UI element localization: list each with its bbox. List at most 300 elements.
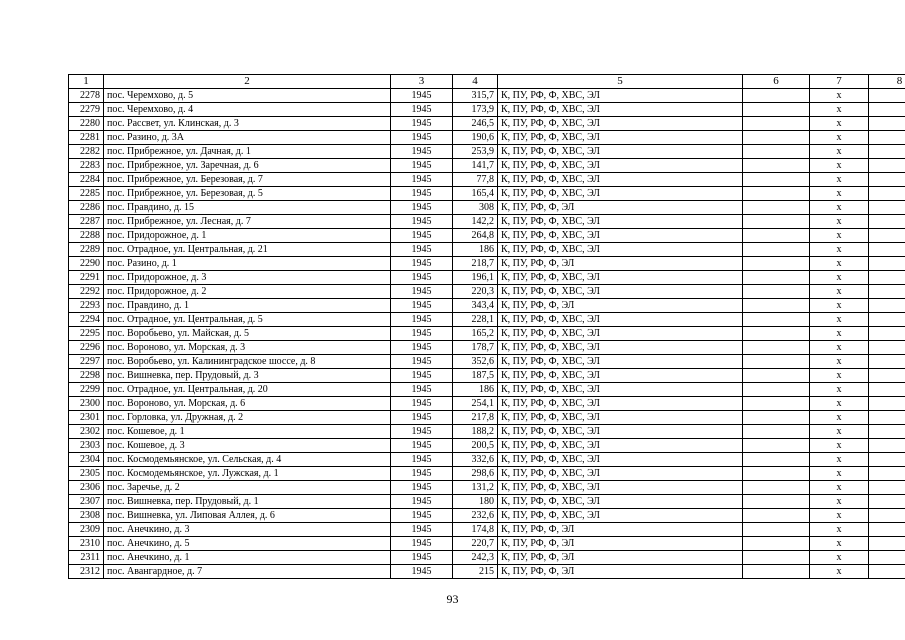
area-cell: 165,4 (453, 187, 498, 201)
row-number: 2281 (69, 131, 104, 145)
utilities-cell: К, ПУ, РФ, Ф, ХВС, ЭЛ (498, 397, 743, 411)
utilities-cell: К, ПУ, РФ, Ф, ХВС, ЭЛ (498, 453, 743, 467)
mark-cell: х (810, 117, 869, 131)
mark-cell: х (810, 201, 869, 215)
mark-cell: х (810, 173, 869, 187)
table-row (69, 215, 905, 229)
address-cell: пос. Отрадное, ул. Центральная, д. 20 (104, 383, 391, 397)
table-row (69, 299, 905, 313)
utilities-cell: К, ПУ, РФ, Ф, ХВС, ЭЛ (498, 187, 743, 201)
mark-cell: х (810, 159, 869, 173)
utilities-cell: К, ПУ, РФ, Ф, ХВС, ЭЛ (498, 327, 743, 341)
col6-cell (743, 159, 810, 173)
col6-cell (743, 425, 810, 439)
header-cell-4: 4 (453, 75, 498, 89)
utilities-cell: К, ПУ, РФ, Ф, ХВС, ЭЛ (498, 495, 743, 509)
table-row (69, 453, 905, 467)
row-number: 2309 (69, 523, 104, 537)
year-cell: 1945 (391, 355, 453, 369)
year-cell: 1945 (391, 453, 453, 467)
col8-cell (869, 425, 905, 439)
col6-cell (743, 467, 810, 481)
area-cell: 190,6 (453, 131, 498, 145)
year-cell: 1945 (391, 285, 453, 299)
area-cell: 308 (453, 201, 498, 215)
table-row (69, 131, 905, 145)
col8-cell (869, 397, 905, 411)
address-cell: пос. Прибрежное, ул. Лесная, д. 7 (104, 215, 391, 229)
area-cell: 187,5 (453, 369, 498, 383)
col8-cell (869, 103, 905, 117)
address-cell: пос. Правдино, д. 1 (104, 299, 391, 313)
table-row (69, 439, 905, 453)
mark-cell: х (810, 411, 869, 425)
address-cell: пос. Отрадное, ул. Центральная, д. 5 (104, 313, 391, 327)
col8-cell (869, 243, 905, 257)
col8-cell (869, 467, 905, 481)
col6-cell (743, 257, 810, 271)
col6-cell (743, 565, 810, 579)
address-cell: пос. Космодемьянское, ул. Лужская, д. 1 (104, 467, 391, 481)
table-row (69, 173, 905, 187)
address-cell: пос. Анечкино, д. 1 (104, 551, 391, 565)
col8-cell (869, 495, 905, 509)
col6-cell (743, 439, 810, 453)
year-cell: 1945 (391, 145, 453, 159)
area-cell: 142,2 (453, 215, 498, 229)
header-cell-6: 6 (743, 75, 810, 89)
table-row (69, 495, 905, 509)
row-number: 2293 (69, 299, 104, 313)
col8-cell (869, 145, 905, 159)
area-cell: 220,3 (453, 285, 498, 299)
area-cell: 228,1 (453, 313, 498, 327)
row-number: 2301 (69, 411, 104, 425)
area-cell: 196,1 (453, 271, 498, 285)
row-number: 2283 (69, 159, 104, 173)
mark-cell: х (810, 383, 869, 397)
col6-cell (743, 285, 810, 299)
mark-cell: х (810, 495, 869, 509)
area-cell: 315,7 (453, 89, 498, 103)
housing-register-sheet (68, 74, 903, 579)
mark-cell: х (810, 355, 869, 369)
address-cell: пос. Прибрежное, ул. Дачная, д. 1 (104, 145, 391, 159)
col8-cell (869, 271, 905, 285)
mark-cell: х (810, 299, 869, 313)
utilities-cell: К, ПУ, РФ, Ф, ХВС, ЭЛ (498, 285, 743, 299)
year-cell: 1945 (391, 537, 453, 551)
mark-cell: х (810, 523, 869, 537)
col8-cell (869, 383, 905, 397)
col6-cell (743, 383, 810, 397)
col8-cell (869, 299, 905, 313)
row-number: 2294 (69, 313, 104, 327)
area-cell: 298,6 (453, 467, 498, 481)
utilities-cell: К, ПУ, РФ, Ф, ХВС, ЭЛ (498, 481, 743, 495)
col6-cell (743, 453, 810, 467)
address-cell: пос. Кошевое, д. 3 (104, 439, 391, 453)
table-row (69, 481, 905, 495)
utilities-cell: К, ПУ, РФ, Ф, ХВС, ЭЛ (498, 383, 743, 397)
utilities-cell: К, ПУ, РФ, Ф, ХВС, ЭЛ (498, 243, 743, 257)
area-cell: 180 (453, 495, 498, 509)
utilities-cell: К, ПУ, РФ, Ф, ХВС, ЭЛ (498, 103, 743, 117)
col6-cell (743, 495, 810, 509)
area-cell: 352,6 (453, 355, 498, 369)
col8-cell (869, 159, 905, 173)
row-number: 2300 (69, 397, 104, 411)
mark-cell: х (810, 215, 869, 229)
col6-cell (743, 187, 810, 201)
col8-cell (869, 327, 905, 341)
row-number: 2288 (69, 229, 104, 243)
col6-cell (743, 313, 810, 327)
table-row (69, 187, 905, 201)
area-cell: 173,9 (453, 103, 498, 117)
area-cell: 332,6 (453, 453, 498, 467)
col6-cell (743, 551, 810, 565)
mark-cell: х (810, 229, 869, 243)
row-number: 2290 (69, 257, 104, 271)
year-cell: 1945 (391, 103, 453, 117)
mark-cell: х (810, 103, 869, 117)
row-number: 2302 (69, 425, 104, 439)
utilities-cell: К, ПУ, РФ, Ф, ХВС, ЭЛ (498, 369, 743, 383)
utilities-cell: К, ПУ, РФ, Ф, ХВС, ЭЛ (498, 159, 743, 173)
year-cell: 1945 (391, 397, 453, 411)
col6-cell (743, 215, 810, 229)
address-cell: пос. Космодемьянское, ул. Сельская, д. 4 (104, 453, 391, 467)
mark-cell: х (810, 537, 869, 551)
area-cell: 165,2 (453, 327, 498, 341)
address-cell: пос. Рассвет, ул. Клинская, д. 3 (104, 117, 391, 131)
area-cell: 242,3 (453, 551, 498, 565)
row-number: 2303 (69, 439, 104, 453)
col6-cell (743, 243, 810, 257)
row-number: 2284 (69, 173, 104, 187)
row-number: 2279 (69, 103, 104, 117)
col8-cell (869, 355, 905, 369)
address-cell: пос. Кошевое, д. 1 (104, 425, 391, 439)
address-cell: пос. Отрадное, ул. Центральная, д. 21 (104, 243, 391, 257)
col8-cell (869, 411, 905, 425)
utilities-cell: К, ПУ, РФ, Ф, ХВС, ЭЛ (498, 341, 743, 355)
table-row (69, 145, 905, 159)
col8-cell (869, 201, 905, 215)
header-cell-5: 5 (498, 75, 743, 89)
area-cell: 264,8 (453, 229, 498, 243)
col6-cell (743, 117, 810, 131)
year-cell: 1945 (391, 243, 453, 257)
year-cell: 1945 (391, 299, 453, 313)
row-number: 2304 (69, 453, 104, 467)
col6-cell (743, 481, 810, 495)
address-cell: пос. Авангардное, д. 7 (104, 565, 391, 579)
mark-cell: х (810, 187, 869, 201)
area-cell: 246,5 (453, 117, 498, 131)
mark-cell: х (810, 453, 869, 467)
table-row (69, 229, 905, 243)
col6-cell (743, 397, 810, 411)
header-cell-1: 1 (69, 75, 104, 89)
row-number: 2312 (69, 565, 104, 579)
address-cell: пос. Анечкино, д. 5 (104, 537, 391, 551)
address-cell: пос. Вишневка, ул. Липовая Аллея, д. 6 (104, 509, 391, 523)
col6-cell (743, 369, 810, 383)
mark-cell: х (810, 313, 869, 327)
table-row (69, 313, 905, 327)
utilities-cell: К, ПУ, РФ, Ф, ЭЛ (498, 551, 743, 565)
housing-table (68, 74, 905, 579)
header-cell-7: 7 (810, 75, 869, 89)
table-row (69, 285, 905, 299)
mark-cell: х (810, 439, 869, 453)
row-number: 2310 (69, 537, 104, 551)
table-row (69, 355, 905, 369)
utilities-cell: К, ПУ, РФ, Ф, ХВС, ЭЛ (498, 411, 743, 425)
col8-cell (869, 229, 905, 243)
utilities-cell: К, ПУ, РФ, Ф, ХВС, ЭЛ (498, 355, 743, 369)
address-cell: пос. Анечкино, д. 3 (104, 523, 391, 537)
col8-cell (869, 131, 905, 145)
col6-cell (743, 131, 810, 145)
address-cell: пос. Придорожное, д. 2 (104, 285, 391, 299)
address-cell: пос. Прибрежное, ул. Заречная, д. 6 (104, 159, 391, 173)
col6-cell (743, 523, 810, 537)
row-number: 2282 (69, 145, 104, 159)
row-number: 2298 (69, 369, 104, 383)
year-cell: 1945 (391, 369, 453, 383)
col8-cell (869, 537, 905, 551)
row-number: 2286 (69, 201, 104, 215)
area-cell: 220,7 (453, 537, 498, 551)
col8-cell (869, 215, 905, 229)
row-number: 2287 (69, 215, 104, 229)
col6-cell (743, 299, 810, 313)
mark-cell: х (810, 243, 869, 257)
col8-cell (869, 369, 905, 383)
address-cell: пос. Прибрежное, ул. Березовая, д. 7 (104, 173, 391, 187)
page-number: 93 (446, 592, 459, 606)
table-row (69, 201, 905, 215)
area-cell: 253,9 (453, 145, 498, 159)
utilities-cell: К, ПУ, РФ, Ф, ЭЛ (498, 537, 743, 551)
mark-cell: х (810, 89, 869, 103)
row-number: 2291 (69, 271, 104, 285)
utilities-cell: К, ПУ, РФ, Ф, ЭЛ (498, 201, 743, 215)
table-body (69, 75, 905, 579)
year-cell: 1945 (391, 229, 453, 243)
table-row (69, 467, 905, 481)
header-cell-2: 2 (104, 75, 391, 89)
col6-cell (743, 509, 810, 523)
col6-cell (743, 327, 810, 341)
table-row (69, 341, 905, 355)
area-cell: 254,1 (453, 397, 498, 411)
address-cell: пос. Вишневка, пер. Прудовый, д. 1 (104, 495, 391, 509)
col8-cell (869, 117, 905, 131)
utilities-cell: К, ПУ, РФ, Ф, ХВС, ЭЛ (498, 439, 743, 453)
table-row (69, 509, 905, 523)
utilities-cell: К, ПУ, РФ, Ф, ЭЛ (498, 257, 743, 271)
col6-cell (743, 355, 810, 369)
table-row (69, 271, 905, 285)
header-cell-3: 3 (391, 75, 453, 89)
year-cell: 1945 (391, 523, 453, 537)
row-number: 2297 (69, 355, 104, 369)
area-cell: 77,8 (453, 173, 498, 187)
col8-cell (869, 89, 905, 103)
row-number: 2292 (69, 285, 104, 299)
row-number: 2295 (69, 327, 104, 341)
utilities-cell: К, ПУ, РФ, Ф, ХВС, ЭЛ (498, 215, 743, 229)
address-cell: пос. Разино, д. 1 (104, 257, 391, 271)
table-row (69, 327, 905, 341)
row-number: 2305 (69, 467, 104, 481)
year-cell: 1945 (391, 425, 453, 439)
row-number: 2299 (69, 383, 104, 397)
area-cell: 178,7 (453, 341, 498, 355)
mark-cell: х (810, 565, 869, 579)
table-row (69, 257, 905, 271)
col6-cell (743, 229, 810, 243)
year-cell: 1945 (391, 411, 453, 425)
area-cell: 218,7 (453, 257, 498, 271)
year-cell: 1945 (391, 509, 453, 523)
col6-cell (743, 411, 810, 425)
table-row (69, 523, 905, 537)
table-row (69, 89, 905, 103)
col6-cell (743, 201, 810, 215)
col6-cell (743, 173, 810, 187)
address-cell: пос. Придорожное, д. 1 (104, 229, 391, 243)
address-cell: пос. Черемхово, д. 5 (104, 89, 391, 103)
mark-cell: х (810, 145, 869, 159)
table-row (69, 411, 905, 425)
utilities-cell: К, ПУ, РФ, Ф, ХВС, ЭЛ (498, 173, 743, 187)
year-cell: 1945 (391, 313, 453, 327)
utilities-cell: К, ПУ, РФ, Ф, ЭЛ (498, 565, 743, 579)
col8-cell (869, 453, 905, 467)
col6-cell (743, 103, 810, 117)
row-number: 2306 (69, 481, 104, 495)
col8-cell (869, 565, 905, 579)
address-cell: пос. Воробьево, ул. Калининградское шоссе, д. 8 (104, 355, 391, 369)
area-cell: 343,4 (453, 299, 498, 313)
row-number: 2308 (69, 509, 104, 523)
utilities-cell: К, ПУ, РФ, Ф, ХВС, ЭЛ (498, 145, 743, 159)
address-cell: пос. Заречье, д. 2 (104, 481, 391, 495)
mark-cell: х (810, 271, 869, 285)
col8-cell (869, 257, 905, 271)
year-cell: 1945 (391, 495, 453, 509)
year-cell: 1945 (391, 215, 453, 229)
address-cell: пос. Придорожное, д. 3 (104, 271, 391, 285)
mark-cell: х (810, 131, 869, 145)
table-row (69, 103, 905, 117)
utilities-cell: К, ПУ, РФ, Ф, ХВС, ЭЛ (498, 467, 743, 481)
mark-cell: х (810, 397, 869, 411)
address-cell: пос. Разино, д. 3А (104, 131, 391, 145)
area-cell: 186 (453, 383, 498, 397)
col6-cell (743, 271, 810, 285)
area-cell: 141,7 (453, 159, 498, 173)
mark-cell: х (810, 481, 869, 495)
year-cell: 1945 (391, 467, 453, 481)
col8-cell (869, 481, 905, 495)
table-row (69, 369, 905, 383)
address-cell: пос. Прибрежное, ул. Березовая, д. 5 (104, 187, 391, 201)
col8-cell (869, 551, 905, 565)
col8-cell (869, 341, 905, 355)
header-row (69, 75, 905, 89)
table-row (69, 383, 905, 397)
table-row (69, 117, 905, 131)
address-cell: пос. Вороново, ул. Морская, д. 6 (104, 397, 391, 411)
col8-cell (869, 509, 905, 523)
col8-cell (869, 187, 905, 201)
mark-cell: х (810, 369, 869, 383)
col8-cell (869, 523, 905, 537)
year-cell: 1945 (391, 439, 453, 453)
mark-cell: х (810, 467, 869, 481)
header-cell-8: 8 (869, 75, 905, 89)
year-cell: 1945 (391, 341, 453, 355)
col8-cell (869, 173, 905, 187)
mark-cell: х (810, 341, 869, 355)
table-row (69, 159, 905, 173)
area-cell: 174,8 (453, 523, 498, 537)
table-row (69, 425, 905, 439)
utilities-cell: К, ПУ, РФ, Ф, ХВС, ЭЛ (498, 89, 743, 103)
area-cell: 131,2 (453, 481, 498, 495)
row-number: 2278 (69, 89, 104, 103)
mark-cell: х (810, 509, 869, 523)
year-cell: 1945 (391, 481, 453, 495)
address-cell: пос. Черемхово, д. 4 (104, 103, 391, 117)
address-cell: пос. Воробьево, ул. Майская, д. 5 (104, 327, 391, 341)
mark-cell: х (810, 551, 869, 565)
col8-cell (869, 439, 905, 453)
mark-cell: х (810, 257, 869, 271)
year-cell: 1945 (391, 383, 453, 397)
address-cell: пос. Правдино, д. 15 (104, 201, 391, 215)
year-cell: 1945 (391, 271, 453, 285)
area-cell: 232,6 (453, 509, 498, 523)
area-cell: 200,5 (453, 439, 498, 453)
utilities-cell: К, ПУ, РФ, Ф, ЭЛ (498, 299, 743, 313)
year-cell: 1945 (391, 565, 453, 579)
utilities-cell: К, ПУ, РФ, Ф, ХВС, ЭЛ (498, 131, 743, 145)
year-cell: 1945 (391, 551, 453, 565)
utilities-cell: К, ПУ, РФ, Ф, ЭЛ (498, 523, 743, 537)
address-cell: пос. Вороново, ул. Морская, д. 3 (104, 341, 391, 355)
utilities-cell: К, ПУ, РФ, Ф, ХВС, ЭЛ (498, 117, 743, 131)
utilities-cell: К, ПУ, РФ, Ф, ХВС, ЭЛ (498, 313, 743, 327)
area-cell: 188,2 (453, 425, 498, 439)
year-cell: 1945 (391, 187, 453, 201)
year-cell: 1945 (391, 257, 453, 271)
table-row (69, 537, 905, 551)
table-row (69, 243, 905, 257)
col6-cell (743, 145, 810, 159)
year-cell: 1945 (391, 89, 453, 103)
address-cell: пос. Горловка, ул. Дружная, д. 2 (104, 411, 391, 425)
col8-cell (869, 313, 905, 327)
address-cell: пос. Вишневка, пер. Прудовый, д. 3 (104, 369, 391, 383)
table-row (69, 551, 905, 565)
